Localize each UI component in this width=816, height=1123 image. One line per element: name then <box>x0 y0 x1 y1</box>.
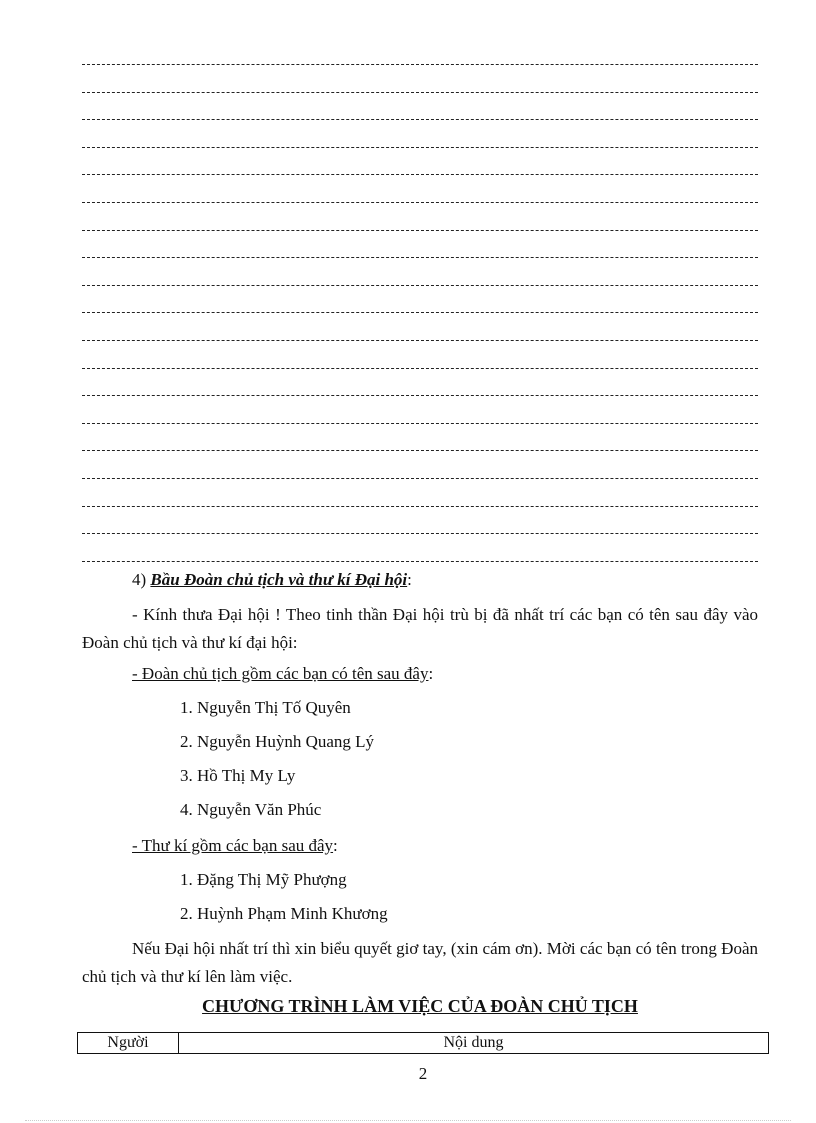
presidium-heading <box>82 660 758 688</box>
secretaries-heading-text: - Thư kí gồm các bạn sau đây <box>132 836 334 855</box>
dashed-line <box>82 450 758 452</box>
dashed-line <box>82 64 758 66</box>
presidium-member: 2. Nguyễn Huỳnh Quang Lý <box>180 732 375 751</box>
column-header-content: Nội dung <box>179 1033 769 1054</box>
column-header-person: Người <box>78 1033 179 1054</box>
table-header-row <box>78 1033 769 1054</box>
page-bottom-edge <box>25 1120 791 1121</box>
dashed-line <box>82 561 758 563</box>
dashed-line <box>82 119 758 121</box>
dashed-line <box>82 533 758 535</box>
dashed-line <box>82 423 758 425</box>
presidium-colon: : <box>428 664 434 683</box>
schedule-table <box>77 1032 769 1054</box>
dashed-line <box>82 92 758 94</box>
dashed-line <box>82 368 758 370</box>
blank-dashed-lines <box>82 64 758 588</box>
page-number: 2 <box>418 1064 428 1083</box>
section-4-heading <box>82 566 758 594</box>
presidium-heading-text: - Đoàn chủ tịch gồm các bạn có tên sau đây <box>132 664 429 683</box>
section-number: 4) <box>132 570 151 589</box>
dashed-line <box>82 340 758 342</box>
dashed-line <box>82 285 758 287</box>
dashed-line <box>82 478 758 480</box>
dashed-line <box>82 312 758 314</box>
dashed-line <box>82 395 758 397</box>
section-colon: : <box>407 570 412 589</box>
vote-paragraph: Nếu Đại hội nhất trí thì xin biểu quyết giơ tay, (xin cám ơn). Mời các bạn có tên trong Đoàn chủ tịch và thư kí lên làm việc. <box>82 939 758 986</box>
presidium-member: 1. Nguyễn Thị Tố Quyên <box>180 698 351 717</box>
dashed-line <box>82 174 758 176</box>
secretary-member: 2. Huỳnh Phạm Minh Khương <box>180 904 388 923</box>
dashed-line <box>82 506 758 508</box>
presidium-member: 3. Hồ Thị My Ly <box>180 766 296 785</box>
dashed-line <box>82 202 758 204</box>
section-title: Bầu Đoàn chủ tịch và thư kí Đại hội <box>150 570 408 589</box>
schedule-title: CHƯƠNG TRÌNH LÀM VIỆC CỦA ĐOÀN CHỦ TỊCH <box>202 996 638 1016</box>
dashed-line <box>82 147 758 149</box>
dashed-line <box>82 257 758 259</box>
secretaries-colon: : <box>333 836 338 855</box>
presidium-member: 4. Nguyễn Văn Phúc <box>180 800 322 819</box>
intro-paragraph: - Kính thưa Đại hội ! Theo tinh thần Đại hội trù bị đã nhất trí các bạn có tên sau đây vào Đoàn chủ tịch và thư kí đại hội: <box>82 605 758 652</box>
secretaries-heading <box>82 832 758 860</box>
dashed-line <box>82 230 758 232</box>
secretary-member: 1. Đặng Thị Mỹ Phượng <box>180 870 347 889</box>
